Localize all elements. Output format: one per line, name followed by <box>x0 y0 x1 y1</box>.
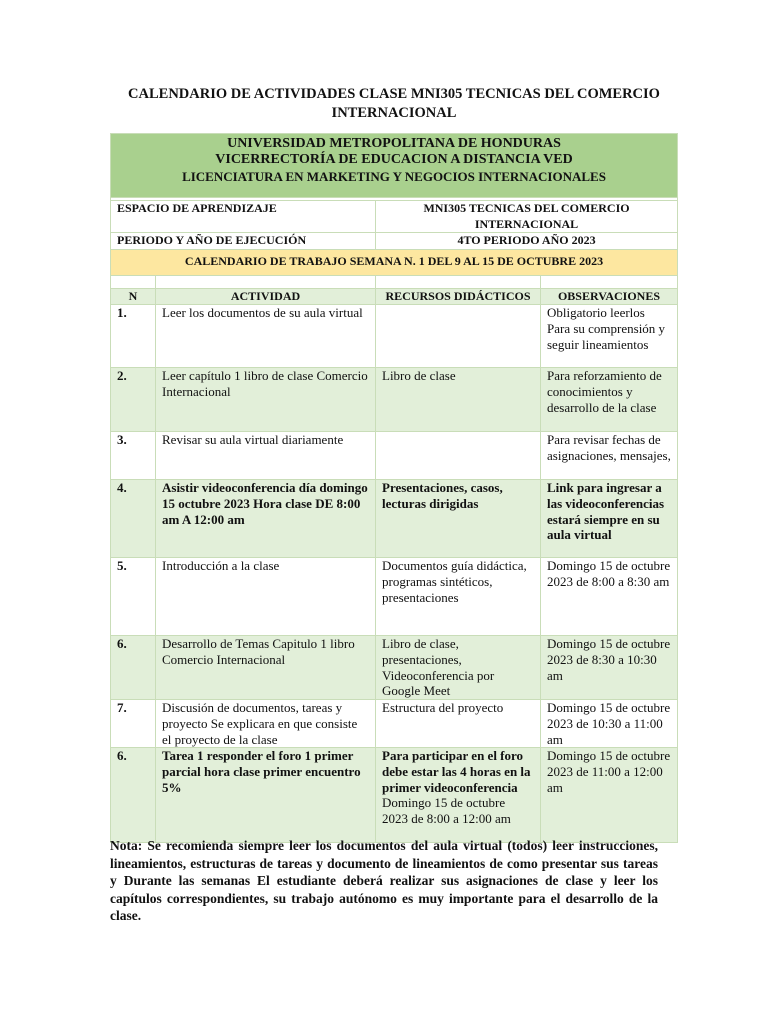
row-observaciones: Domingo 15 de octubre 2023 de 10:30 a 11:00 am <box>541 700 678 748</box>
row-recursos: Para participar en el foro debe estar las 4 horas en la primer videoconferencia <box>382 748 531 795</box>
row-observaciones: Domingo 15 de octubre 2023 de 11:00 a 12:00 am <box>541 748 678 843</box>
row-number: 6. <box>111 636 156 700</box>
footer-note: Nota: Se recomienda siempre leer los documentos del aula virtual (todos) leer instrucciones, lineamientos, estructuras de tareas y documento de lineamientos de como presentar sus tareas y Durante las semanas El estudiante deberá realizar sus asignaciones de clase y leer los capítulos correspondientes, su trabajo autónomo es muy importante para el desarrollo de la clase. <box>110 838 658 923</box>
col-recursos: RECURSOS DIDÁCTICOS <box>376 288 541 305</box>
row-number: 2. <box>111 368 156 432</box>
row-number: 3. <box>111 432 156 480</box>
row-recursos: Estructura del proyecto <box>376 700 541 748</box>
table-row <box>111 558 678 636</box>
university-header <box>111 134 678 198</box>
degree-name: LICENCIATURA EN MARKETING Y NEGOCIOS INTERNACIONALES <box>182 169 606 184</box>
row-recursos: Libro de clase, presentaciones, Videoconferencia por Google Meet <box>376 636 541 700</box>
col-n: N <box>111 288 156 305</box>
row-actividad: Discusión de documentos, tareas y proyecto Se explicara en que consiste el proyecto de la clase <box>156 700 376 748</box>
table-row <box>111 748 678 843</box>
col-actividad: ACTIVIDAD <box>156 288 376 305</box>
table-row <box>111 636 678 700</box>
table-row <box>111 700 678 748</box>
row-observaciones: Domingo 15 de octubre 2023 de 8:00 a 8:30 am <box>541 558 678 636</box>
espacio-value: MNI305 TECNICAS DEL COMERCIO INTERNACIONAL <box>376 201 678 233</box>
row-observaciones: Domingo 15 de octubre 2023 de 8:30 a 10:30 am <box>541 636 678 700</box>
row-observaciones: Para revisar fechas de asignaciones, mensajes, <box>541 432 678 480</box>
row-recursos-cell <box>376 748 541 843</box>
periodo-value: 4TO PERIODO AÑO 2023 <box>376 233 678 250</box>
row-recursos: Presentaciones, casos, lecturas dirigidas <box>376 480 541 558</box>
espacio-label: ESPACIO DE APRENDIZAJE <box>111 201 376 233</box>
table-row <box>111 432 678 480</box>
table-row <box>111 480 678 558</box>
university-name: UNIVERSIDAD METROPOLITANA DE HONDURAS <box>227 136 561 151</box>
row-recursos: Documentos guía didáctica, programas sintéticos, presentaciones <box>376 558 541 636</box>
row-observaciones: Link para ingresar a las videoconferencias estará siempre en su aula virtual <box>541 480 678 558</box>
col-observaciones: OBSERVACIONES <box>541 288 678 305</box>
row-actividad: Desarrollo de Temas Capitulo 1 libro Comercio Internacional <box>156 636 376 700</box>
activities-table <box>110 133 678 843</box>
row-actividad: Leer los documentos de su aula virtual <box>156 305 376 368</box>
row-actividad: Leer capítulo 1 libro de clase Comercio Internacional <box>156 368 376 432</box>
row-recursos <box>376 305 541 368</box>
row-number: 5. <box>111 558 156 636</box>
page-title: CALENDARIO DE ACTIVIDADES CLASE MNI305 TECNICAS DEL COMERCIO INTERNACIONAL <box>128 86 660 121</box>
row-number: 4. <box>111 480 156 558</box>
row-recursos <box>376 432 541 480</box>
row-recursos: Libro de clase <box>376 368 541 432</box>
row-observaciones: Para reforzamiento de conocimientos y desarrollo de la clase <box>541 368 678 432</box>
row-actividad: Revisar su aula virtual diariamente <box>156 432 376 480</box>
row-number: 1. <box>111 305 156 368</box>
row-number: 6. <box>111 748 156 843</box>
vicerrectoria-name: VICERRECTORÍA DE EDUCACION A DISTANCIA VED <box>215 152 573 167</box>
row-number: 7. <box>111 700 156 748</box>
row-recursos-date: Domingo 15 de octubre 2023 de 8:00 a 12:00 am <box>382 795 511 826</box>
calendar-title: CALENDARIO DE TRABAJO SEMANA N. 1 DEL 9 AL 15 DE OCTUBRE 2023 <box>111 249 678 275</box>
table-row <box>111 305 678 368</box>
periodo-label: PERIODO Y AÑO DE EJECUCIÓN <box>111 233 376 250</box>
row-actividad: Asistir videoconferencia día domingo 15 octubre 2023 Hora clase DE 8:00 am A 12:00 am <box>156 480 376 558</box>
row-observaciones: Obligatorio leerlos Para su comprensión y seguir lineamientos <box>541 305 678 368</box>
table-row <box>111 368 678 432</box>
row-actividad: Tarea 1 responder el foro 1 primer parcial hora clase primer encuentro 5% <box>156 748 376 843</box>
row-actividad: Introducción a la clase <box>156 558 376 636</box>
